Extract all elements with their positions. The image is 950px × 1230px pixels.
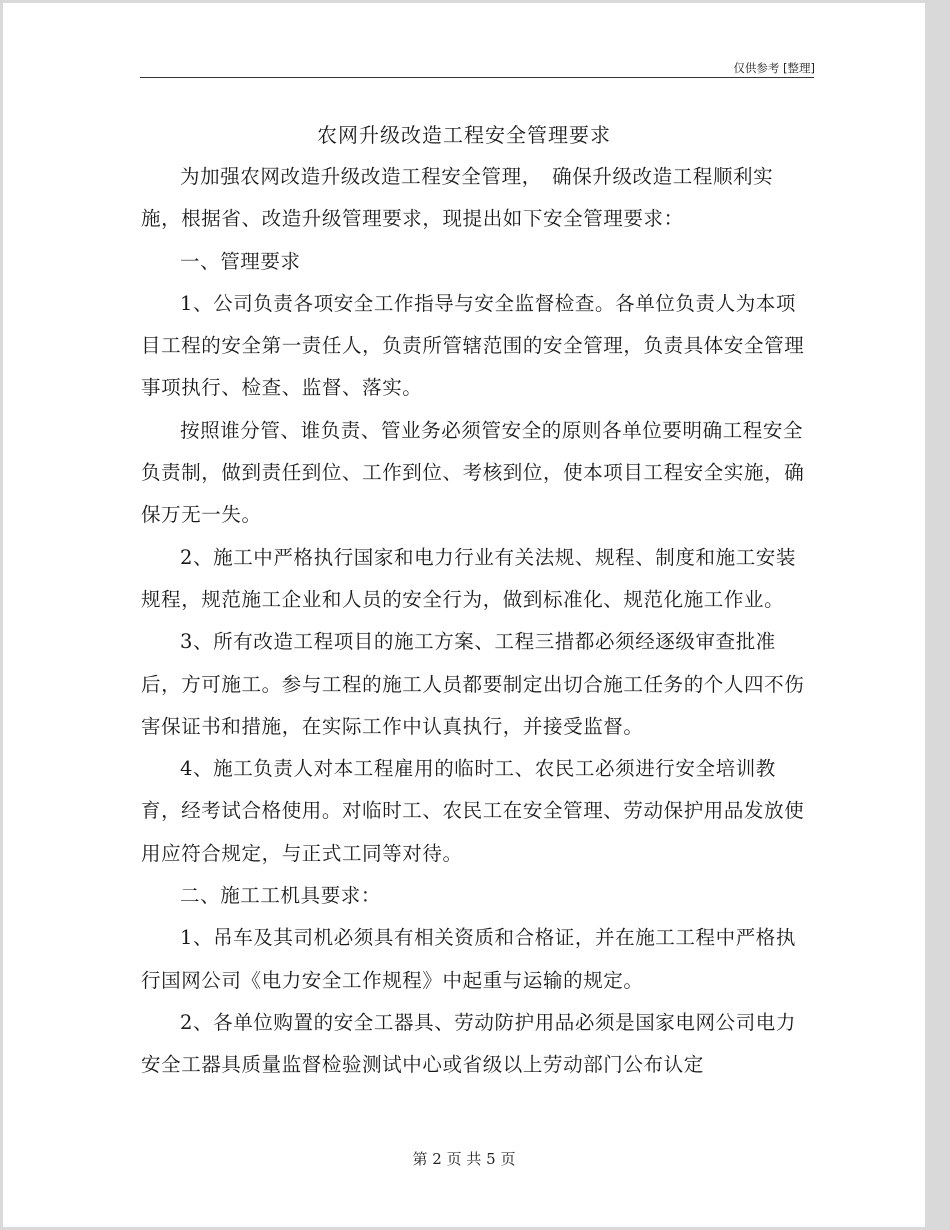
section-heading: 一、管理要求 bbox=[180, 249, 301, 273]
header-rule bbox=[140, 77, 814, 78]
paragraph: 2、施工中严格执行国家和电力行业有关法规、规程、制度和施工安装规程，规范施工企业和人员的安全行为，做到标准化、规范化施工作业。 bbox=[141, 545, 797, 611]
paragraph: 按照谁分管、谁负责、管业务必须管安全的原则各单位要明确工程安全负责制，做到责任到位、工作到位、考核到位，使本项目工程安全实施，确保万无一失。 bbox=[141, 418, 805, 527]
header-note: 仅供参考 [整理] bbox=[733, 61, 815, 75]
page-number: 第 2 页 共 5 页 bbox=[412, 1150, 516, 1168]
paragraph: 为加强农网改造升级改造工程安全管理， 确保升级改造工程顺利实施，根据省、改造升级管理要求，现提出如下安全管理要求： bbox=[141, 165, 774, 231]
paragraph: 1、吊车及其司机必须具有相关资质和合格证，并在施工工程中严格执行国网公司《电力安全工作规程》中起重与运输的规定。 bbox=[141, 926, 797, 992]
paragraph: 3、所有改造工程项目的施工方案、工程三措都必须经逐级审查批准后，方可施工。参与工程的施工人员都要制定出切合施工任务的个人四不伤害保证书和措施，在实际工作中认真执行，并接受监督。 bbox=[141, 630, 805, 738]
section-heading: 二、施工工机具要求： bbox=[180, 884, 382, 908]
document-page bbox=[3, 3, 925, 1227]
paragraph: 4、施工负责人对本工程雇用的临时工、农民工必须进行安全培训教育，经考试合格使用。对临时工、农民工在安全管理、劳动保护用品发放使用应符合规定，与正式工同等对待。 bbox=[141, 757, 805, 865]
document-title: 农网升级改造工程安全管理要求 bbox=[317, 123, 611, 147]
paragraph: 1、公司负责各项安全工作指导与安全监督检查。各单位负责人为本项目工程的安全第一责任人，负责所管辖范围的安全管理，负责具体安全管理事项执行、检查、监督、落实。 bbox=[141, 291, 805, 400]
document-body bbox=[141, 156, 811, 1087]
paragraph: 2、各单位购置的安全工器具、劳动防护用品必须是国家电网公司电力安全工器具质量监督检验测试中心或省级以上劳动部门公布认定 bbox=[141, 1010, 797, 1077]
